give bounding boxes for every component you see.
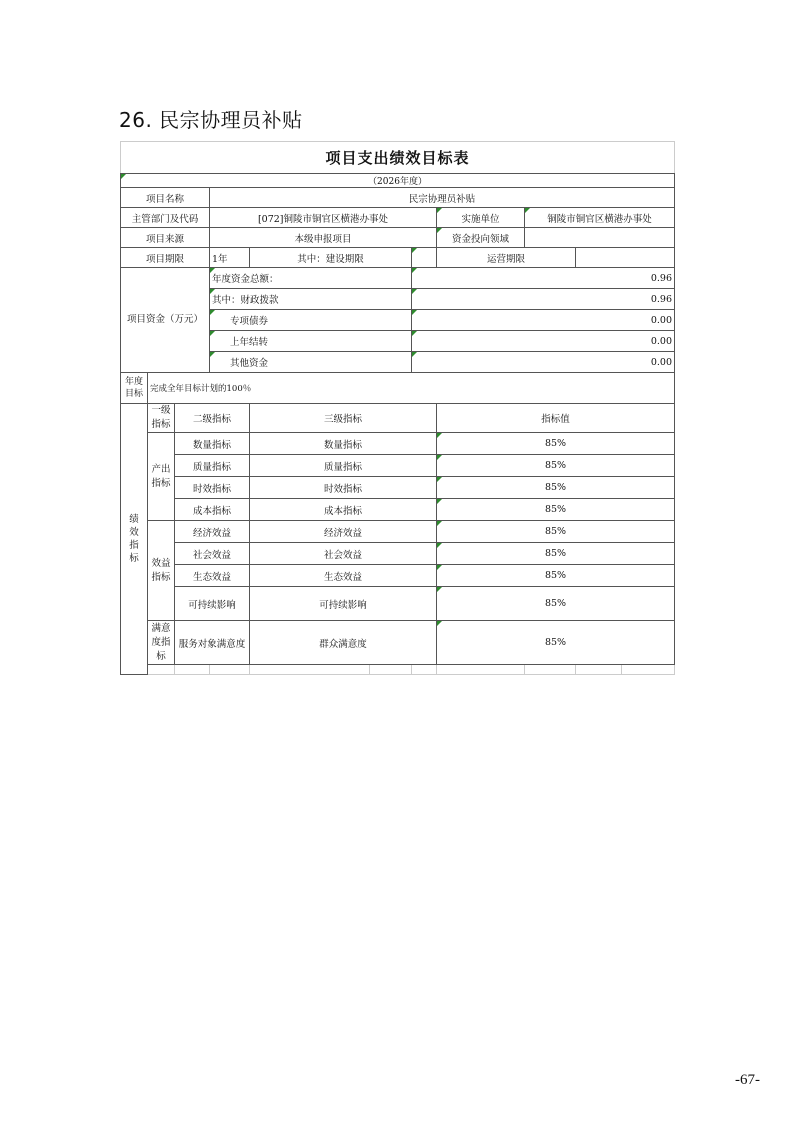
- source-value: 本级申报项目: [210, 228, 437, 248]
- level3-header: 三级指标: [250, 404, 437, 433]
- output-l2: 数量指标: [175, 433, 250, 455]
- funds-total-label: 年度资金总额：: [210, 268, 412, 289]
- impl-unit-label: 实施单位: [437, 208, 525, 228]
- project-name-value: 民宗协理员补贴: [210, 188, 675, 208]
- blank-cell: [437, 665, 525, 675]
- dept-value: [072]铜陵市铜官区横港办事处: [210, 208, 437, 228]
- benefit-l3: 社会效益: [250, 543, 437, 565]
- level1-header: 一级指标: [148, 404, 175, 433]
- funds-carryover-label: 上年结转: [210, 331, 412, 352]
- op-period-value: [576, 248, 675, 268]
- annual-goal-value: 完成全年目标计划的100％: [148, 373, 675, 404]
- funds-other-label: 其他资金: [210, 352, 412, 373]
- funds-bond-value: 0.00: [412, 310, 675, 331]
- op-period-label: 运营期限: [437, 248, 576, 268]
- build-period-label: 其中：建设期限: [250, 248, 412, 268]
- blank-cell: [370, 665, 412, 675]
- benefit-l3: 经济效益: [250, 521, 437, 543]
- output-l3: 成本指标: [250, 499, 437, 521]
- benefit-l2: 经济效益: [175, 521, 250, 543]
- benefit-l2: 社会效益: [175, 543, 250, 565]
- blank-cell: [148, 665, 175, 675]
- table-title: 项目支出绩效目标表: [121, 142, 675, 174]
- perf-indicator-label: 绩效指标: [121, 404, 148, 675]
- satisfaction-l2: 服务对象满意度: [175, 621, 250, 665]
- output-l3: 时效指标: [250, 477, 437, 499]
- satisfaction-value: 85%: [437, 621, 675, 665]
- benefit-value: 85%: [437, 543, 675, 565]
- output-indicator-label: 产出指标: [148, 433, 175, 521]
- blank-cell: [412, 665, 437, 675]
- output-value: 85%: [437, 499, 675, 521]
- benefit-l2: 可持续影响: [175, 587, 250, 621]
- output-value: 85%: [437, 455, 675, 477]
- blank-cell: [622, 665, 675, 675]
- project-name-label: 项目名称: [121, 188, 210, 208]
- funds-bond-label: 专项债券: [210, 310, 412, 331]
- output-l3: 数量指标: [250, 433, 437, 455]
- benefit-value: 85%: [437, 521, 675, 543]
- field-value: [525, 228, 675, 248]
- blank-cell: [576, 665, 622, 675]
- period-value: 1年: [210, 248, 250, 268]
- indicator-value-header: 指标值: [437, 404, 675, 433]
- funds-other-value: 0.00: [412, 352, 675, 373]
- blank-cell: [210, 665, 250, 675]
- blank-cell: [525, 665, 576, 675]
- output-value: 85%: [437, 477, 675, 499]
- section-heading: 26. 民宗协理员补贴: [119, 108, 303, 132]
- output-l3: 质量指标: [250, 455, 437, 477]
- field-label: 资金投向领域: [437, 228, 525, 248]
- satisfaction-indicator-label: 满意度指标: [148, 621, 175, 665]
- source-label: 项目来源: [121, 228, 210, 248]
- funds-fiscal-label: 其中：财政拨款: [210, 289, 412, 310]
- level2-header: 二级指标: [175, 404, 250, 433]
- impl-unit-value: 铜陵市铜官区横港办事处: [525, 208, 675, 228]
- performance-goal-table: [120, 141, 675, 675]
- dept-label: 主管部门及代码: [121, 208, 210, 228]
- blank-cell: [175, 665, 210, 675]
- benefit-l3: 生态效益: [250, 565, 437, 587]
- funds-total-value: 0.96: [412, 268, 675, 289]
- blank-cell: [250, 665, 370, 675]
- page-number: -67-: [735, 1072, 760, 1088]
- output-l2: 时效指标: [175, 477, 250, 499]
- funds-fiscal-value: 0.96: [412, 289, 675, 310]
- benefit-indicator-label: 效益指标: [148, 521, 175, 621]
- build-period-value: [412, 248, 437, 268]
- output-l2: 成本指标: [175, 499, 250, 521]
- output-value: 85%: [437, 433, 675, 455]
- benefit-l2: 生态效益: [175, 565, 250, 587]
- output-l2: 质量指标: [175, 455, 250, 477]
- benefit-value: 85%: [437, 587, 675, 621]
- funds-label: 项目资金（万元）: [121, 268, 210, 373]
- table-year: （2026年度）: [121, 174, 675, 188]
- satisfaction-l3: 群众满意度: [250, 621, 437, 665]
- period-label: 项目期限: [121, 248, 210, 268]
- funds-carryover-value: 0.00: [412, 331, 675, 352]
- benefit-l3: 可持续影响: [250, 587, 437, 621]
- annual-goal-label: 年度目标: [121, 373, 148, 404]
- benefit-value: 85%: [437, 565, 675, 587]
